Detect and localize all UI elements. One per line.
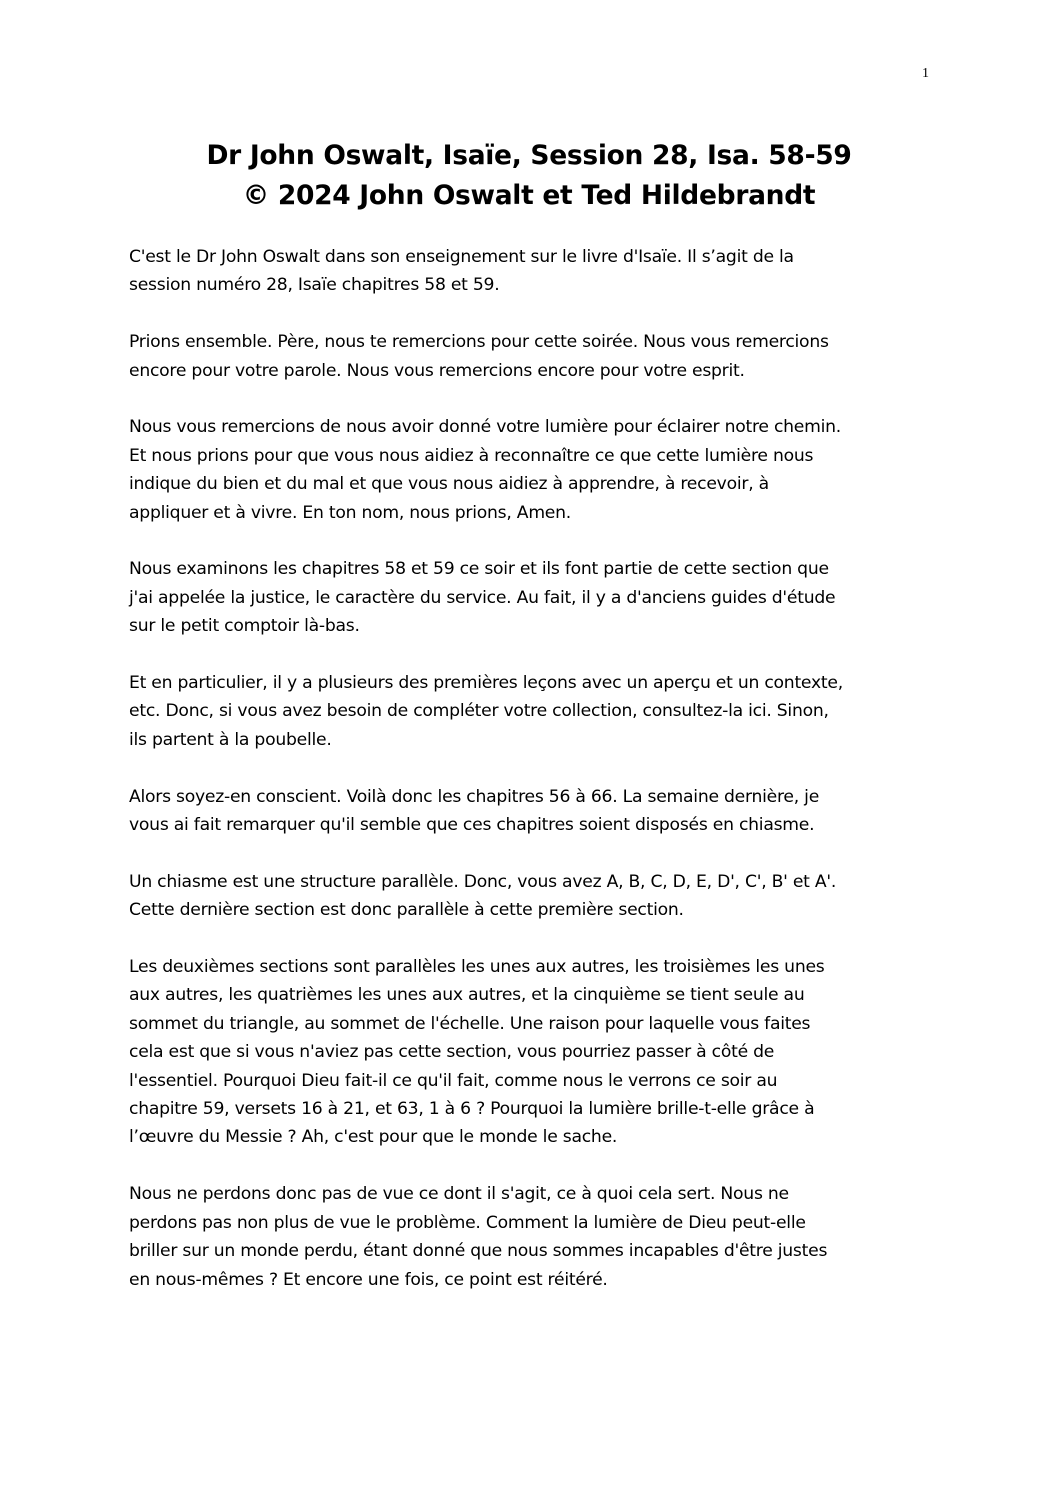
text-line: indique du bien et du mal et que vous nous aidiez à apprendre, à recevoir, à [129,474,769,495]
text-line: Un chiasme est une structure parallèle. Donc, vous avez A, B, C, D, E, D', C', B' et A'. [129,871,837,892]
text-line: perdons pas non plus de vue le problème. Comment la lumière de Dieu peut-elle [129,1212,806,1233]
text-line: en nous-mêmes ? Et encore une fois, ce point est réitéré. [129,1269,608,1290]
text-line: chapitre 59, versets 16 à 21, et 63, 1 à 6 ? Pourquoi la lumière brille-t-elle grâce à [129,1099,815,1120]
text-line: Et en particulier, il y a plusieurs des premières leçons avec un aperçu et un contexte, [129,673,843,694]
text-line: appliquer et à vivre. En ton nom, nous prions, Amen. [129,502,571,523]
text-line: j'ai appelée la justice, le caractère du service. Au fait, il y a d'anciens guides d'étude [129,587,836,608]
text-line: Et nous prions pour que vous nous aidiez à reconnaître ce que cette lumière nous [129,445,814,466]
text-line: sur le petit comptoir là-bas. [129,616,360,637]
text-line: Nous examinons les chapitres 58 et 59 ce soir et ils font partie de cette section que [129,559,829,580]
text-line: aux autres, les quatrièmes les unes aux autres, et la cinquième se tient seule au [129,985,805,1006]
text-line: l’œuvre du Messie ? Ah, c'est pour que le monde le sache. [129,1127,618,1148]
text-line: Cette dernière section est donc parallèle à cette première section. [129,900,684,921]
text-line: Nous ne perdons donc pas de vue ce dont il s'agit, ce à quoi cela sert. Nous ne [129,1184,789,1205]
paragraph [129,413,939,527]
text-line: vous ai fait remarquer qu'il semble que ces chapitres soient disposés en chiasme. [129,815,815,836]
paragraph [129,243,939,300]
title-line: Dr John Oswalt, Isaïe, Session 28, Isa. 58-59 [206,140,852,171]
document-title [0,136,1058,216]
document-body [129,243,939,1322]
page-number: 1 [922,66,929,81]
text-line: Nous vous remercions de nous avoir donné votre lumière pour éclairer notre chemin. [129,417,841,438]
text-line: cela est que si vous n'aviez pas cette section, vous pourriez passer à côté de [129,1042,775,1063]
text-line: sommet du triangle, au sommet de l'échelle. Une raison pour laquelle vous faites [129,1013,811,1034]
text-line: C'est le Dr John Oswalt dans son enseignement sur le livre d'Isaïe. Il s’agit de la [129,247,794,267]
text-line: etc. Donc, si vous avez besoin de compléter votre collection, consultez-la ici. Sinon, [129,701,829,722]
text-line: briller sur un monde perdu, étant donné que nous sommes incapables d'être justes [129,1241,828,1262]
text-line: l'essentiel. Pourquoi Dieu fait-il ce qu'il fait, comme nous le verrons ce soir au [129,1070,778,1091]
paragraph [129,555,939,640]
paragraph [129,783,939,840]
title-line: © 2024 John Oswalt et Ted Hildebrandt [242,180,816,211]
paragraph [129,328,939,385]
paragraph [129,1180,939,1294]
text-line: encore pour votre parole. Nous vous remercions encore pour votre esprit. [129,360,745,381]
text-line: ils partent à la poubelle. [129,729,332,750]
paragraph [129,669,939,754]
text-line: Alors soyez-en conscient. Voilà donc les chapitres 56 à 66. La semaine dernière, je [129,786,820,807]
text-line: session numéro 28, Isaïe chapitres 58 et 59. [129,275,500,296]
paragraph [129,953,939,1152]
paragraph [129,868,939,925]
text-line: Prions ensemble. Père, nous te remercions pour cette soirée. Nous vous remercions [129,332,829,353]
text-line: Les deuxièmes sections sont parallèles les unes aux autres, les troisièmes les unes [129,957,825,978]
